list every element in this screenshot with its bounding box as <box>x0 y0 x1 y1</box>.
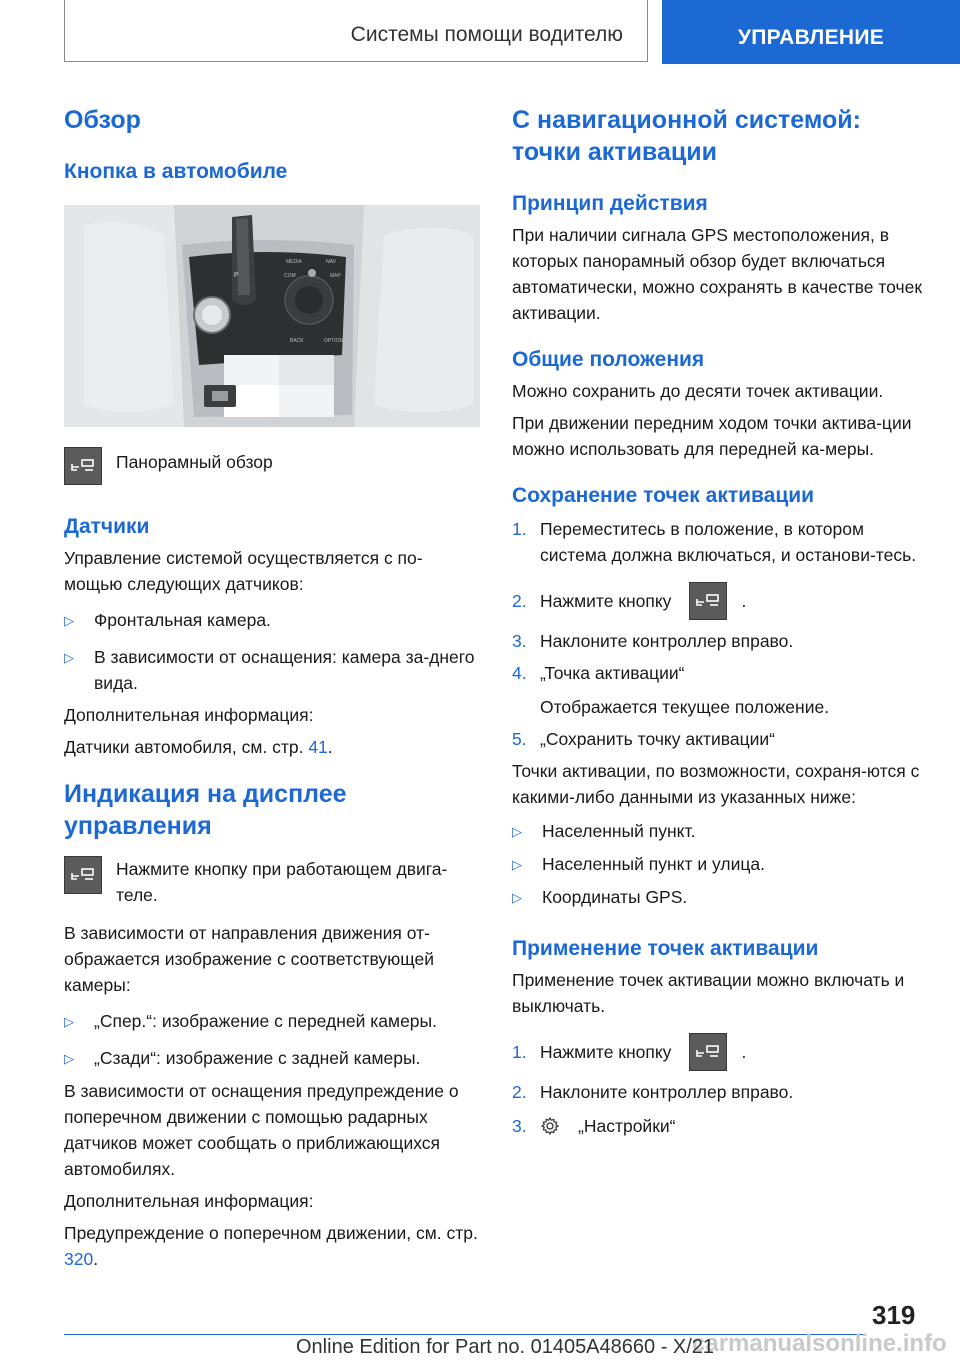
sensors-reference: Датчики автомобиля, см. стр. 41. <box>64 737 333 757</box>
list-item: ▷ Фронтальная камера. <box>64 607 480 634</box>
page-link-41[interactable]: 41 <box>308 737 328 757</box>
list-item: ▷ В зависимости от оснащения: камера за-днего вида. <box>64 644 480 696</box>
triangle-bullet-icon: ▷ <box>64 1051 74 1066</box>
panorama-view-icon <box>64 447 102 485</box>
general-heading: Общие положения <box>512 348 705 371</box>
button-heading: Кнопка в автомобиле <box>64 160 288 183</box>
left-column <box>64 96 480 1272</box>
panorama-view-icon <box>64 856 102 894</box>
list-item: 3. „Настройки“ <box>512 1116 676 1136</box>
sensors-text: Управление системой осуществляется с по-мощью следующих датчиков: <box>64 548 423 594</box>
panorama-view-icon <box>689 582 727 620</box>
apply-heading: Применение точек активации <box>512 937 819 960</box>
apply-steps <box>512 1033 928 1139</box>
more-info-label: Дополнительная информация: <box>64 705 314 725</box>
gear-label: P <box>234 272 239 279</box>
list-item: ▷ Населенный пункт. <box>512 818 928 845</box>
list-item: ▷ Населенный пункт и улица. <box>512 851 928 878</box>
list-item: 4. „Точка активации“ <box>512 663 685 683</box>
save-heading: Сохранение точек активации <box>512 484 815 507</box>
direction-text: В зависимости от направления движения от-ображается изображение с соответствующей камеры: <box>64 923 435 995</box>
step-4-note: Отображается текущее положение. <box>540 697 830 717</box>
list-item: 2. Наклоните контроллер вправо. <box>512 1082 794 1102</box>
right-column <box>512 96 928 1139</box>
triangle-bullet-icon: ▷ <box>64 1014 74 1029</box>
page-number: 319 <box>872 1300 916 1330</box>
triangle-bullet-icon: ▷ <box>64 613 74 628</box>
chapter-tab <box>662 0 960 64</box>
list-item: 3. Наклоните контроллер вправо. <box>512 631 794 651</box>
icon-caption: Панорамный обзор <box>116 452 273 472</box>
more-info-label-2: Дополнительная информация: <box>64 1191 314 1211</box>
triangle-bullet-icon: ▷ <box>512 824 522 839</box>
back-label: BACK <box>290 338 304 344</box>
display-instruction-text: Нажмите кнопку при работающем двига-теле. <box>116 859 448 905</box>
console-illustration <box>64 205 480 427</box>
page-header <box>0 0 960 64</box>
save-steps <box>512 516 928 752</box>
panorama-view-icon <box>689 1033 727 1071</box>
com-label: COM <box>284 273 296 279</box>
display-heading: Индикация на дисплее управления <box>64 780 347 840</box>
sensors-heading: Датчики <box>64 515 150 538</box>
list-item: 5. „Сохранить точку активации“ <box>512 729 776 749</box>
principle-heading: Принцип действия <box>512 192 708 215</box>
display-instruction <box>64 856 480 908</box>
edition-footer: Online Edition for Part no. 01405A48660 - X/21 <box>296 1336 715 1358</box>
overview-heading: Обзор <box>64 106 141 134</box>
list-item: 1. Переместитесь в положение, в котором система должна включаться, и останови-тесь. <box>512 519 917 565</box>
option-label: OPTION <box>324 338 344 344</box>
general-text-1: Можно сохранить до десяти точек активации. <box>512 381 884 401</box>
triangle-bullet-icon: ▷ <box>64 650 74 665</box>
triangle-bullet-icon: ▷ <box>512 857 522 872</box>
page-link-320[interactable]: 320 <box>64 1249 94 1269</box>
map-label: MAP <box>330 273 341 279</box>
list-item: ▷ Координаты GPS. <box>512 884 928 911</box>
general-text-2: При движении передним ходом точки актива-ции можно использовать для передней ка-меры. <box>512 413 912 459</box>
triangle-bullet-icon: ▷ <box>512 890 522 905</box>
list-item: ▷ „Спер.“: изображение с передней камеры. <box>64 1008 480 1035</box>
list-item: 1. Нажмите кнопку . <box>512 1033 928 1071</box>
section-title: Системы помощи водителю <box>350 23 623 46</box>
gear-icon <box>540 1116 562 1136</box>
nav-label: NAV <box>326 259 336 265</box>
save-after-text: Точки активации, по возможности, сохраня-ются с какими-либо данными из указанных ниже: <box>512 761 920 807</box>
list-item: ▷ „Сзади“: изображение с задней камеры. <box>64 1045 480 1072</box>
list-item: 2. Нажмите кнопку . <box>512 582 928 620</box>
section-tab <box>64 0 648 62</box>
media-label: MEDIA <box>286 259 302 265</box>
nav-heading: С навигационной системой: точки активации <box>512 106 861 166</box>
principle-text: При наличии сигнала GPS местоположения, в которых панорамный обзор будет включаться автоматически, можно сохранять в качестве точек активации. <box>512 225 923 323</box>
watermark: carmanualsonline.info <box>692 1330 947 1357</box>
warning-reference: Предупреждение о поперечном движении, см. стр. 320. <box>64 1223 478 1269</box>
caption-row <box>64 447 480 485</box>
warning-text: В зависимости от оснащения предупреждение о поперечном движении с помощью радарных датчиков может сообщать о приближающихся автомобилях. <box>64 1081 459 1179</box>
chapter-title: УПРАВЛЕНИЕ <box>737 26 885 49</box>
apply-text: Применение точек активации можно включать и выключать. <box>512 970 905 1016</box>
console-photo <box>64 205 480 427</box>
